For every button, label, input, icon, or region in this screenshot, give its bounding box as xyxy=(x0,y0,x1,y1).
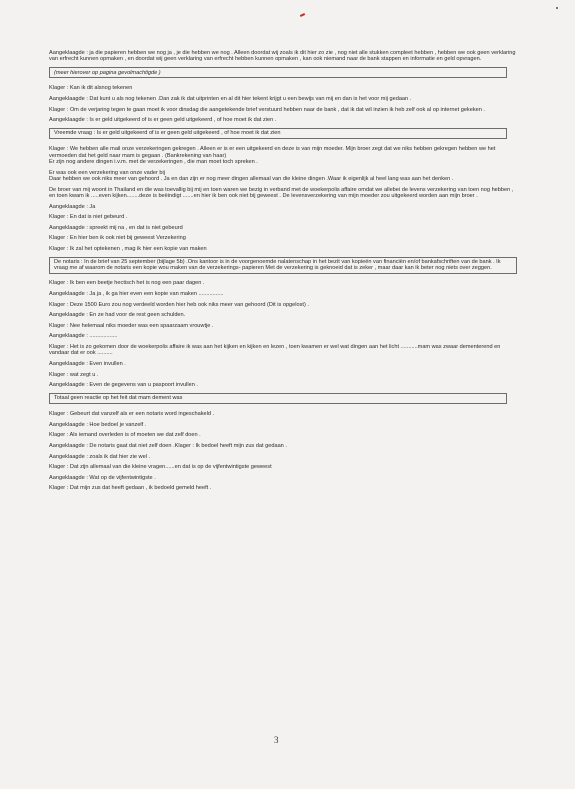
paragraph: Aangeklaagde : Even invullen . xyxy=(49,360,126,367)
paragraph: Daar hebben we ook niks meer van gehoord . Ja en dan zijn er nog meer dingen allemaal van die kleine dingen .Waar ik eigenlijk al heel lang was aan het denken . xyxy=(49,176,454,182)
paragraph: Aangeklaagde : .................. xyxy=(49,333,118,340)
paragraph: Klager : We hebben alle mail onze verzekeringen gekregen . Alleen er is er een uitgekeerd en deze is van mijn moeder. Mijn broer zegt dat we niks hebben gekregen hebben we het vermoeden dat het geld naar mam is gegaan . (Bankrekening van haar) xyxy=(49,146,496,159)
note-box xyxy=(49,393,507,404)
paragraph: Klager : Ik ben een beetje hectisch het is nog een paar dagen . xyxy=(49,280,205,287)
paragraph: Klager : Gebeurt dat vanzelf als er een notaris word ingeschakeld . xyxy=(49,411,215,418)
paragraph: Klager : Om de verjaring tegen te gaan moet ik voor dinsdag die aangetekende brief verstuurd hebben naar de bank , dat ik dat wil inzien ik heb zelf ook al op internet gekeken . xyxy=(49,106,485,113)
paragraph: Aangeklaagde : En ze had voor de rest geen schulden. xyxy=(49,312,186,319)
paragraph: Klager : En dat is niet gebeurd . xyxy=(49,214,128,221)
paragraph: Klager : wat zegt u . xyxy=(49,371,99,378)
paragraph: Er zijn nog andere dingen i.v.m. met de verzekeringen , die man moet toch spreken . xyxy=(49,159,258,165)
scan-mark xyxy=(300,13,305,17)
paragraph: Aangeklaagde : zoals ik dat hier zie wel . xyxy=(49,453,151,460)
paragraph: Aangeklaagde : Hoe bedoel je vanzelf . xyxy=(49,421,147,428)
paragraph: Klager : Als iemand overleden is of moeten we dat zelf doen . xyxy=(49,432,201,439)
transcript-body xyxy=(49,50,519,496)
paragraph: Klager : Deze 1500 Euro zou nog verdeeld worden hier heb ook niks meer van gehoord (Dit is opgelost) . xyxy=(49,301,309,308)
paragraph: De broer van mij woont in Thailand en die was toevallig bij mij en toen waren we bezig in verband met de woekerpolis affaire omdat we allebei de levens verzekering van toen nog hebben , en toen kwam ik .....even kijken........deze is beëindigt .......en hier ik ben ook niet bij geweest . De levensverzekering van mijn moeder zou uitgekeerd worden aan mijn broer . xyxy=(49,186,514,199)
paragraph: Aangeklaagde : spreekt mij na , en dat is niet gebeurd xyxy=(49,224,183,231)
paragraph: Aangeklaagde : De notaris gaat dat niet zelf doen .Klager : Ik bedoel heeft mijn zus dat gedaan . xyxy=(49,442,287,449)
notary-note-box xyxy=(49,257,517,275)
paragraph: Klager : Het is zo gekomen door de woekerpolis affaire ik was aan het kijken en kijken en lezen , toen kwamen er wel wat dingen aan het licht ...........mam was zwaar dementerend en vandaar dat er ook .......... xyxy=(49,343,501,357)
paragraph: Aangeklaagde : Ja ja , ik ga hier even een kopie van maken ................ xyxy=(49,290,224,297)
page-number: 3 xyxy=(274,735,279,745)
note-box xyxy=(49,67,507,78)
paragraph: Aangeklaagde : Even de gegevens van u paspoort invullen . xyxy=(49,382,198,389)
note-text: De notaris : In de brief van 25 september (bijlage 5b) .Ons kantoor is in de voorgenoemde nalatenschap in het bezit van kopieën van financiën en/of bankafschriften van de bank . Ik vraag me af waarom de notaris een kopie wou maken van de verzekerings- papieren Met de verzekering is geknoeid dat is zeker , maar daar kan ik beter nog niets over zeggen. xyxy=(54,259,501,272)
paragraph: Aangeklaagde : Wat op de vijfentwintigste . xyxy=(49,474,156,481)
note-text: Totaal geen reactie op het feit dat mam dement was xyxy=(54,395,183,402)
scan-dot xyxy=(556,7,558,9)
note-text: (meer hierover op pagina gevolmachtigde ) xyxy=(54,69,161,76)
paragraph: Klager : Dat zijn allemaal van die kleine vragen......en dat is op de vijfentwintigste geweest xyxy=(49,464,272,471)
paragraph: Klager : En hier ben ik ook niet bij geweest Verzekering xyxy=(49,235,186,242)
paragraph: Er was ook een verzekering van onze vader bij xyxy=(49,169,165,176)
paragraph: Aangeklaagde : Ja xyxy=(49,203,96,210)
paragraph: Aangeklaagde : ja die papieren hebben we nog ja , je die hebben we nog . Alleen doordat wij zoals ik dit hier zo zie , nog niet alle stukken compleet hebben , hebben we ook geen verklaring van erfrecht kunnen opmaken , en doordat wij geen verklaring van erfrecht hebben kunnen opmaken , kan ook niemand naar de bank stappen en informatie en geld opvragen. xyxy=(49,50,516,63)
paragraph: Klager : Ik zal het optekenen , mag ik hier een kopie van maken xyxy=(49,245,207,252)
paragraph: Klager : Nee helemaal niks moeder was een spaarzaam vrouwtje . xyxy=(49,322,214,329)
paragraph: Klager : Kan ik dit alsnog tekenen xyxy=(49,85,133,92)
note-text: Vreemde vraag : Is er geld uitgekeerd of is er geen geld uitgekeerd , of hoe moet ik dat zien xyxy=(54,130,281,137)
paragraph: Aangeklaagde : Is er geld uitgekeerd of is er geen geld uitgekeerd , of hoe moet ik dat zien . xyxy=(49,117,277,124)
note-box xyxy=(49,128,507,139)
paragraph: Aangeklaagde : Dat kunt u als nog tekenen .Dan zak ik dat uitprinten en al dit hier tekent krijgt u een bewijs van mij en dan is het voor mij gedaan . xyxy=(49,96,412,102)
paragraph: Klager : Dat mijn zus dat heeft gedaan , ik bedoeld gemeld heeft . xyxy=(49,485,212,492)
